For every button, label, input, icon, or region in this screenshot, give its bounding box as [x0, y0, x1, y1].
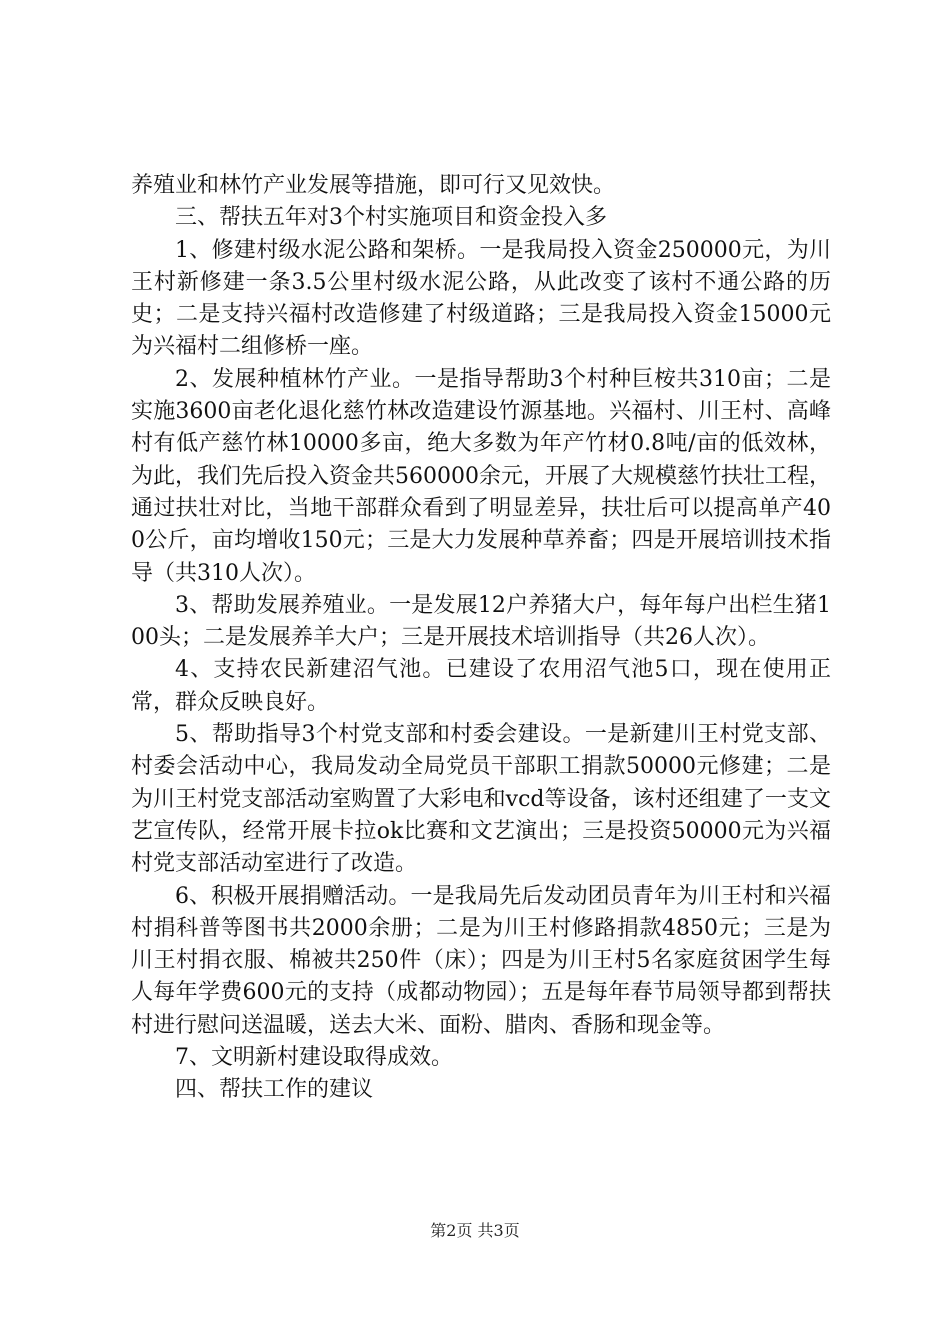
paragraph-continuation: 养殖业和林竹产业发展等措施，即可行又见效快。 [131, 173, 616, 198]
paragraph-item-4: 4、支持农民新建沼气池。已建设了农用沼气池5口，现在使用正常，群众反映良好。 [131, 657, 831, 715]
paragraph-item-7: 7、文明新村建设取得成效。 [175, 1045, 453, 1071]
section-heading-4: 四、帮扶工作的建议 [175, 1077, 374, 1103]
paragraph-item-1: 1、修建村级水泥公路和架桥。一是我局投入资金250000元，为川王村新修建一条3.5公里村级水泥公路，从此改变了该村不通公路的历史；二是支持兴福村改造修建了村级道路；三是我局投入资金15000元为兴福村二组修桥一座。 [131, 237, 831, 360]
paragraph-item-6: 6、积极开展捐赠活动。一是我局先后发动团员青年为川王村和兴福村捐科普等图书共2000余册；二是为川王村修路捐款4850元；三是为川王村捐衣服、棉被共250件（床）；四是为川王村5名家庭贫困学生每人每年学费600元的支持（成都动物园）；五是每年春节局领导都到帮扶村进行慰问送温暖，送去大米、面粉、腊肉、香肠和现金等。 [131, 883, 831, 1038]
paragraph-item-5: 5、帮助指导3个村党支部和村委会建设。一是新建川王村党支部、村委会活动中心，我局发动全局党员干部职工捐款50000元修建；二是为川王村党支部活动室购置了大彩电和vcd等设备，该村还组建了一支文艺宣传队，经常开展卡拉ok比赛和文艺演出；三是投资50000元为兴福村党支部活动室进行了改造。 [131, 722, 831, 877]
paragraph-item-3: 3、帮助发展养殖业。一是发展12户养猪大户，每年每户出栏生猪100头；二是发展养羊大户；三是开展技术培训指导（共26人次）。 [131, 592, 831, 651]
section-heading-3: 三、帮扶五年对3个村实施项目和资金投入多 [175, 205, 607, 231]
page-footer: 第2页 共3页 [430, 1221, 520, 1240]
paragraph-item-2: 2、发展种植林竹产业。一是指导帮助3个村种巨桉共310亩；二是实施3600亩老化退化慈竹林改造建设竹源基地。兴福村、川王村、高峰村有低产慈竹林10000多亩，绝大多数为年产竹材0.8吨/亩的低效林，为此，我们先后投入资金共560000余元，开展了大规模慈竹扶壮工程，通过扶壮对比，当地干部群众看到了明显差异，扶壮后可以提高单产400公斤，亩均增收150元；三是大力发展种草养畜；四是开展培训技术指导（共310人次）。 [131, 366, 831, 586]
document-body [131, 170, 831, 1107]
